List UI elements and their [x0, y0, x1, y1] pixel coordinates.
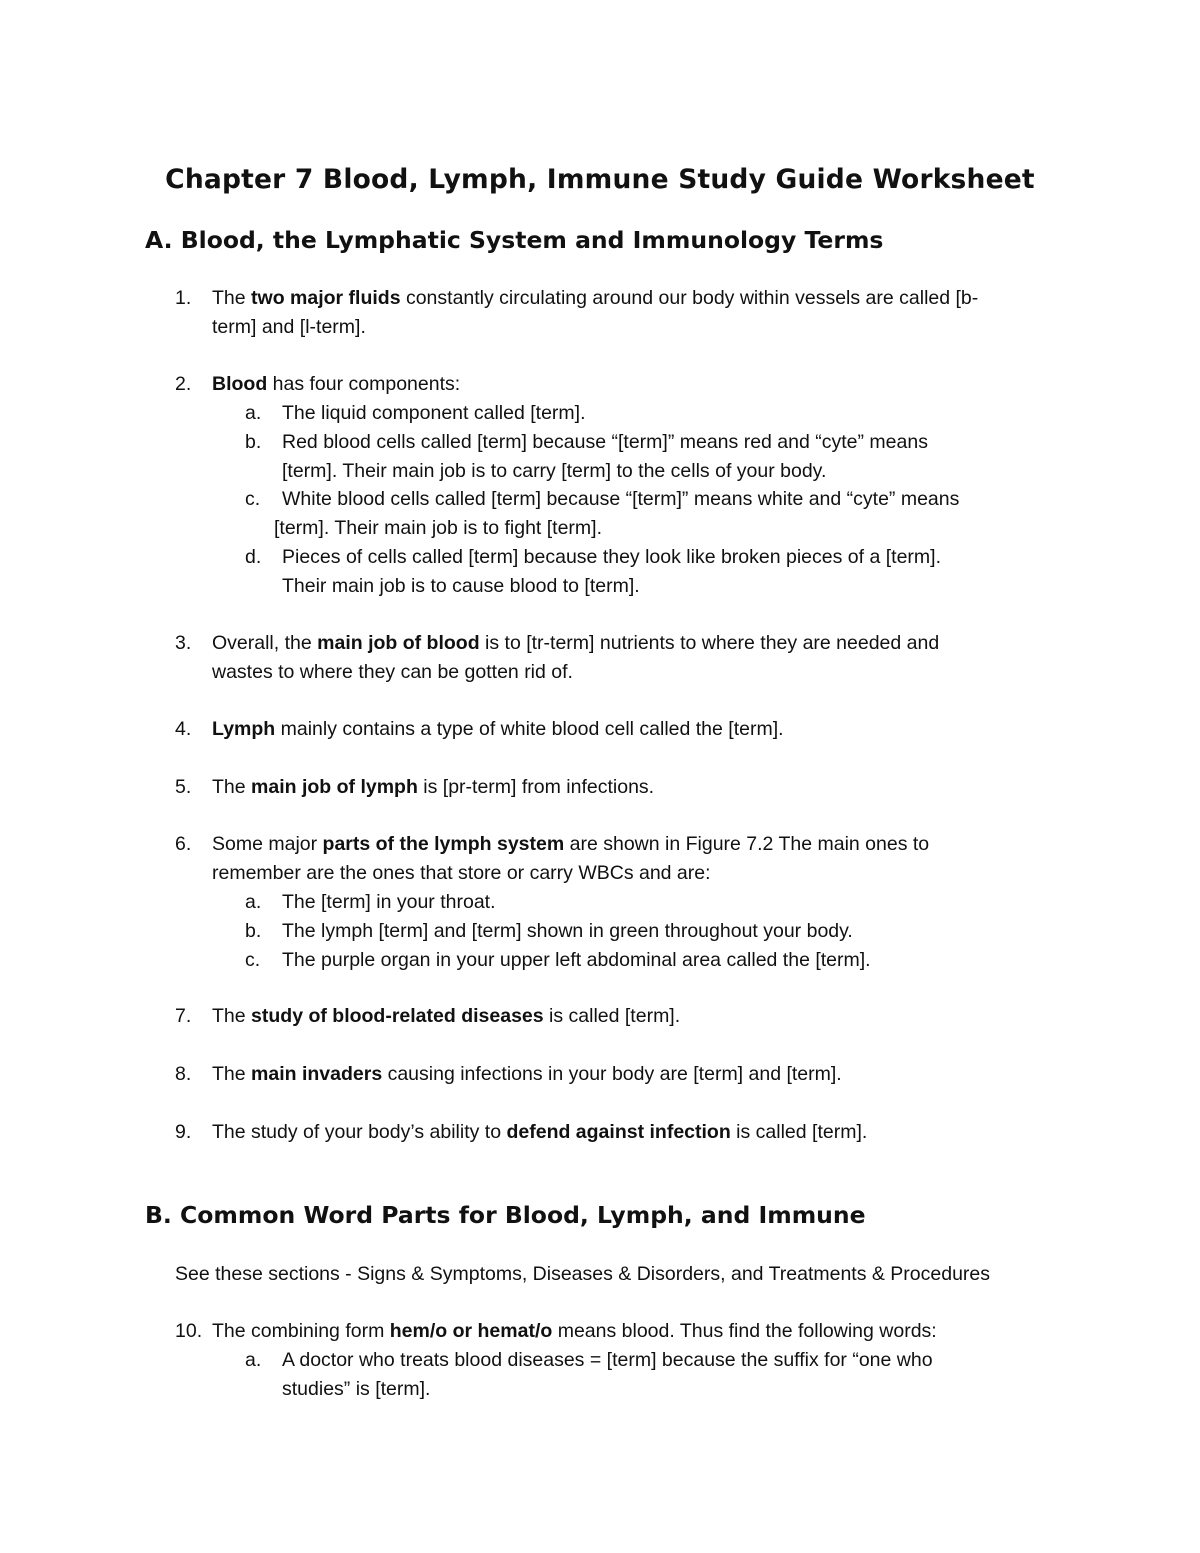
worksheet-page: Chapter 7 Blood, Lymph, Immune Study Guide Worksheet A. Blood, the Lymphatic System and Immunology Terms 1. The two major fluids constantly circulating around our body within vessels are called [b- term] and [l-term]. 2. Blood has four components: a. The liquid component called [term]. b. Red blood cells called [term] because “[term]” means red and “cyte” means [term]. Their main job is to carry [term] to the cells of your body. c. White blood cells called [term] because “[term]” means white and “cyte” means [term]. Their main job is to fight [term]. d. Pieces of cells called [term] because they look like broken pieces of a [term]. Their main job is to cause blood to [term]. 3. Overall, the main job of blood is to [tr-term] nutrients to where they are needed and wastes to where they can be gotten rid of. 4. Lymph mainly contains a type of white blood cell called the [term]. 5. The main job of lymph is [pr-term] from infections. 6. Some major parts of the lymph system are shown in Figure 7.2 The main ones to remember are the ones that store or carry WBCs and are: a. The [term] in your throat. b. The lymph [term] and [term] shown in green throughout your body. c. The purple organ in your upper left abdominal area called the [term]. 7. The study of blood-related diseases is called [term]. 8. The main invaders causing infections in your body are [term] and [term]. 9. The study of your body’s ability to defend against infection is called [term]. B. Common Word Parts for Blood, Lymph, and Immune See these sections - Signs & Symptoms, Diseases & Disorders, and Treatments & Procedures 10. The combining form hem/o or hemat/o means blood. Thus find the following words: a. A doctor who treats blood diseases = [term] because the suffix for “one who studies” is [term].: [0, 0, 1200, 1553]
section-a-heading: A. Blood, the Lymphatic System and Immunology Terms: [145, 226, 884, 254]
question-number: 4.: [175, 718, 192, 740]
key-phrase: hem/o or hemat/o: [389, 1320, 553, 1342]
key-phrase: study of blood-related diseases: [251, 1005, 544, 1027]
page-title: Chapter 7 Blood, Lymph, Immune Study Guide Worksheet: [165, 164, 1035, 195]
key-phrase: main invaders: [251, 1063, 383, 1085]
question-number: 3.: [175, 632, 192, 654]
section-b-intro: See these sections - Signs & Symptoms, Diseases & Disorders, and Treatments & Procedures: [175, 1263, 991, 1285]
section-b-heading: B. Common Word Parts for Blood, Lymph, and Immune: [145, 1201, 866, 1229]
key-phrase: defend against infection: [506, 1121, 731, 1143]
question-number: 2.: [175, 373, 192, 395]
question-number: 10.: [175, 1320, 203, 1342]
question-number: 9.: [175, 1121, 192, 1143]
question-number: 1.: [175, 287, 192, 309]
key-phrase: parts of the lymph system: [322, 833, 565, 855]
key-phrase: two major fluids: [251, 287, 401, 309]
key-phrase: Lymph: [212, 718, 276, 740]
question-number: 7.: [175, 1005, 192, 1027]
question-number: 5.: [175, 776, 192, 798]
key-phrase: main job of lymph: [251, 776, 418, 798]
key-phrase: Blood: [212, 373, 268, 395]
question-number: 6.: [175, 833, 192, 855]
key-phrase: main job of blood: [317, 632, 480, 654]
question-number: 8.: [175, 1063, 192, 1085]
